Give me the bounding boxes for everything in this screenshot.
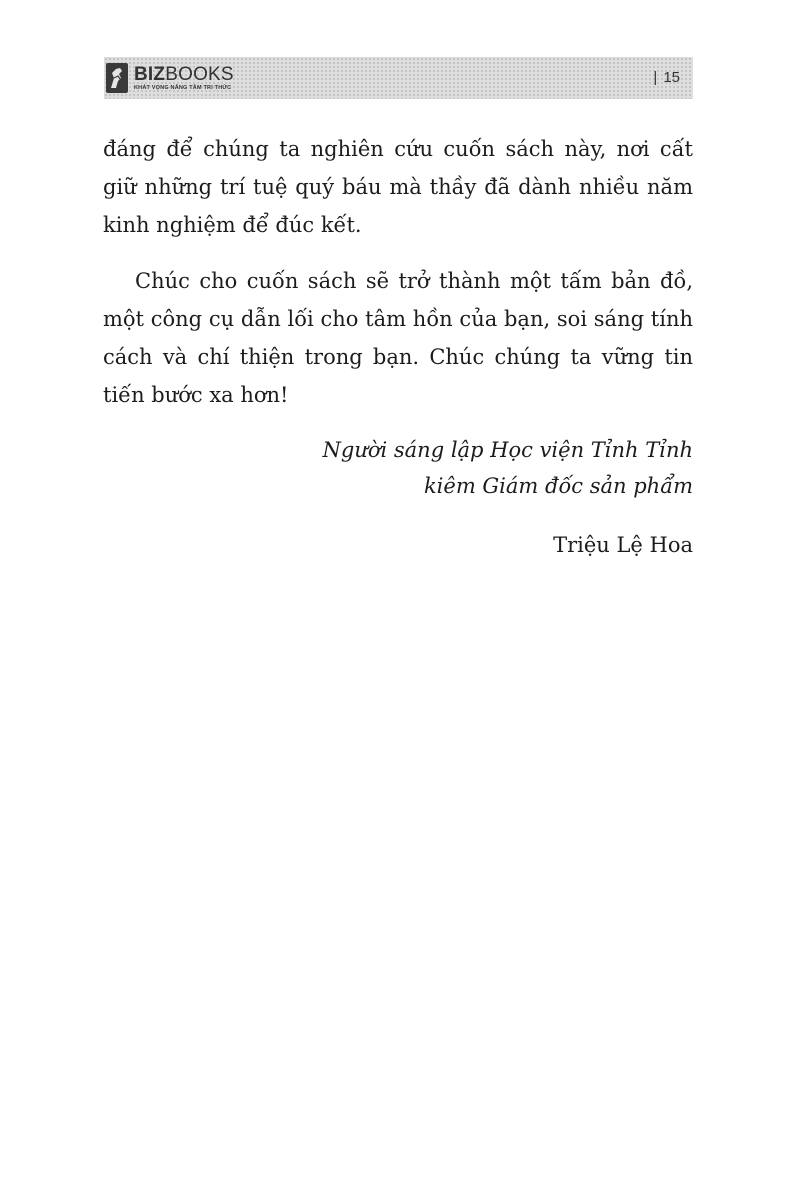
signature-role-line-1: Người sáng lập Học viện Tỉnh Tỉnh	[322, 438, 693, 462]
signature-name: Triệu Lệ Hoa	[553, 533, 693, 557]
page-number-value: 15	[663, 69, 680, 86]
bizbooks-logo-icon	[106, 63, 128, 93]
signature-role-line-2: kiêm Giám đốc sản phẩm	[423, 474, 693, 498]
page-number	[653, 69, 680, 86]
brand-tagline: KHÁT VỌNG NÂNG TẦM TRI THỨC	[134, 85, 232, 91]
bizbooks-logo	[106, 60, 234, 96]
body-paragraph-1: đáng để chúng ta nghiên cứu cuốn sách này, nơi cất giữ những trí tuệ quý báu mà thầy đã dành nhiều năm kinh nghiệm để đúc kết.	[103, 137, 693, 237]
body-paragraph-2: Chúc cho cuốn sách sẽ trở thành một tấm bản đồ, một công cụ dẫn lối cho tâm hồn của bạn, soi sáng tính cách và chí thiện trong bạn. Chúc chúng ta vững tin tiến bước xa hơn!	[103, 269, 693, 407]
brand-name: BIZBOOKS	[134, 64, 234, 85]
signature-role	[323, 432, 694, 504]
running-header	[104, 57, 693, 99]
header-separator: |	[653, 69, 658, 86]
